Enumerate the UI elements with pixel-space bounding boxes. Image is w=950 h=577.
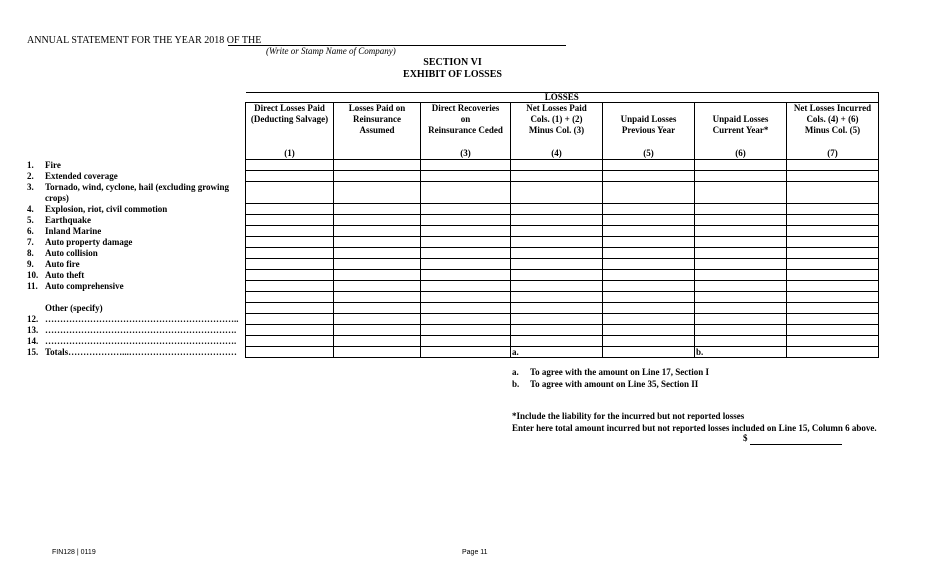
row-text: ………………………………………………………. <box>45 336 237 346</box>
table-cell[interactable] <box>695 204 787 215</box>
row-number: 14. <box>27 336 39 346</box>
row-number: 2. <box>27 171 34 181</box>
table-cell[interactable] <box>787 182 879 204</box>
table-cell[interactable] <box>421 270 511 281</box>
table-cell[interactable] <box>695 336 787 347</box>
table-cell[interactable] <box>511 270 603 281</box>
table-cell[interactable] <box>511 226 603 237</box>
table-cell[interactable] <box>246 325 334 336</box>
column-header-5 <box>603 103 695 160</box>
table-cell[interactable] <box>603 226 695 237</box>
column-number: (7) <box>827 148 838 158</box>
table-cell[interactable] <box>246 237 334 248</box>
table-cell[interactable] <box>787 171 879 182</box>
table-row <box>246 160 879 171</box>
column-header-line: Direct Recoveries <box>431 103 500 113</box>
table-row <box>246 204 879 215</box>
table-cell[interactable] <box>334 215 421 226</box>
table-cell[interactable] <box>334 204 421 215</box>
column-number: (4) <box>551 148 562 158</box>
table-cell[interactable] <box>511 314 603 325</box>
table-cell[interactable] <box>787 347 879 358</box>
table-cell[interactable] <box>421 237 511 248</box>
table-row <box>246 325 879 336</box>
table-cell[interactable] <box>246 248 334 259</box>
column-header-line: Minus Col. (5) <box>804 125 861 135</box>
column-header-line: (Deducting Salvage) <box>250 114 329 124</box>
column-number: (1) <box>284 148 295 158</box>
table-row <box>246 182 879 204</box>
exhibit-title: EXHIBIT OF LOSSES <box>403 69 502 80</box>
section-title: SECTION VI <box>423 57 482 68</box>
table-cell[interactable] <box>511 336 603 347</box>
table-row <box>246 237 879 248</box>
table-cell[interactable] <box>603 314 695 325</box>
row-text: Auto theft <box>45 270 85 280</box>
row-text: Extended coverage <box>45 171 118 181</box>
column-header-1 <box>246 103 334 160</box>
table-cell[interactable] <box>787 292 879 303</box>
table-row <box>246 281 879 292</box>
row-number: 9. <box>27 259 34 269</box>
table-cell[interactable] <box>334 314 421 325</box>
table-cell[interactable] <box>603 303 695 314</box>
row-text: Fire <box>45 160 61 170</box>
table-cell[interactable] <box>421 248 511 259</box>
table-cell[interactable] <box>511 237 603 248</box>
column-header-line: Net Losses Incurred <box>793 103 872 113</box>
table-cell[interactable] <box>334 303 421 314</box>
table-cell[interactable] <box>787 314 879 325</box>
table-cell[interactable] <box>695 259 787 270</box>
table-cell[interactable] <box>246 347 334 358</box>
table-cell[interactable] <box>421 160 511 171</box>
table-cell[interactable] <box>695 303 787 314</box>
column-header-4 <box>511 103 603 160</box>
row-number: 4. <box>27 204 34 214</box>
row-number: 13. <box>27 325 39 335</box>
table-cell[interactable] <box>334 226 421 237</box>
table-row <box>246 226 879 237</box>
table-cell[interactable] <box>787 270 879 281</box>
table-row <box>246 303 879 314</box>
row-number: 11. <box>27 281 38 291</box>
ibnr-note: *Include the liability for the incurred but not reported losses <box>512 411 745 421</box>
table-cell[interactable]: a. <box>511 347 603 358</box>
table-cell[interactable] <box>695 292 787 303</box>
table-cell[interactable] <box>246 281 334 292</box>
row-text: Tornado, wind, cyclone, hail (excluding growing <box>45 182 230 192</box>
table-cell[interactable] <box>511 281 603 292</box>
column-header-line: Losses Paid on <box>348 103 406 113</box>
table-cell[interactable] <box>603 270 695 281</box>
table-row <box>246 215 879 226</box>
table-cell[interactable] <box>787 336 879 347</box>
column-header-line: Minus Col. (3) <box>528 125 585 135</box>
table-cell[interactable] <box>334 292 421 303</box>
table-cell[interactable] <box>421 281 511 292</box>
table-cell[interactable] <box>511 182 603 204</box>
table-cell[interactable] <box>787 325 879 336</box>
table-cell[interactable] <box>421 303 511 314</box>
row-text: Earthquake <box>45 215 92 225</box>
table-cell[interactable] <box>695 182 787 204</box>
column-header-line <box>603 103 694 114</box>
column-header-line: Previous Year <box>621 125 676 135</box>
column-header-line: Reinsurance <box>353 114 401 124</box>
table-cell[interactable] <box>787 215 879 226</box>
table-cell[interactable] <box>695 171 787 182</box>
table-cell[interactable] <box>246 314 334 325</box>
row-number: 10. <box>27 270 39 280</box>
column-header-line: Current Year* <box>712 125 769 135</box>
ibnr-instruction: Enter here total amount incurred but not reported losses included on Line 15, Column 6 above. <box>512 423 877 433</box>
table-cell[interactable] <box>695 226 787 237</box>
note-a: a. To agree with the amount on Line 17, Section I <box>512 367 710 377</box>
column-header-line: Direct Losses Paid <box>254 103 325 113</box>
statement-title: ANNUAL STATEMENT FOR THE YEAR 2018 OF THE <box>27 35 262 46</box>
table-cell[interactable] <box>511 292 603 303</box>
table-cell[interactable] <box>603 160 695 171</box>
table-row <box>246 248 879 259</box>
table-cell[interactable] <box>603 292 695 303</box>
row-number: 15. <box>27 347 39 357</box>
table-cell[interactable] <box>511 303 603 314</box>
table-cell[interactable] <box>334 336 421 347</box>
note-b: b. To agree with amount on Line 35, Section II <box>512 379 699 389</box>
table-cell[interactable]: b. <box>695 347 787 358</box>
dollar-sign: $ <box>743 433 748 443</box>
table-cell[interactable] <box>334 281 421 292</box>
table-row <box>246 347 879 358</box>
table-cell[interactable] <box>603 215 695 226</box>
table-row <box>246 270 879 281</box>
row-text: Auto fire <box>45 259 80 269</box>
table-cell[interactable] <box>695 160 787 171</box>
table-cell[interactable] <box>421 347 511 358</box>
column-number: (3) <box>460 148 471 158</box>
table-cell[interactable] <box>246 182 334 204</box>
table-row <box>246 336 879 347</box>
table-cell[interactable] <box>603 204 695 215</box>
table-cell[interactable] <box>603 171 695 182</box>
table-cell[interactable] <box>511 248 603 259</box>
form-number: FIN128 | 0119 <box>52 549 96 556</box>
table-cell[interactable] <box>603 281 695 292</box>
table-row <box>246 314 879 325</box>
table-cell[interactable] <box>334 160 421 171</box>
row-text: Totals………………...……………………………… <box>45 347 237 357</box>
row-number: 7. <box>27 237 34 247</box>
row-number: 3. <box>27 182 34 192</box>
table-cell[interactable] <box>421 182 511 204</box>
column-header-line: Assumed <box>359 125 395 135</box>
table-cell[interactable] <box>787 237 879 248</box>
column-header-line: Net Losses Paid <box>526 103 587 113</box>
table-cell[interactable] <box>334 325 421 336</box>
table-cell[interactable] <box>787 303 879 314</box>
table-cell[interactable] <box>695 237 787 248</box>
row-text: Explosion, riot, civil commotion <box>45 204 168 214</box>
losses-table <box>245 92 879 358</box>
table-cell[interactable] <box>511 171 603 182</box>
table-cell[interactable] <box>787 204 879 215</box>
column-header-6 <box>695 103 787 160</box>
table-cell[interactable] <box>334 171 421 182</box>
column-header-line: Cols. (4) + (6) <box>806 114 859 124</box>
table-cell[interactable] <box>334 237 421 248</box>
table-cell[interactable] <box>695 270 787 281</box>
table-row <box>246 259 879 270</box>
table-cell[interactable] <box>511 215 603 226</box>
row-number: 1. <box>27 160 34 170</box>
column-header-2 <box>334 103 421 160</box>
table-cell[interactable] <box>246 171 334 182</box>
page-number: Page 11 <box>462 549 488 556</box>
column-header-line: Unpaid Losses <box>620 114 677 124</box>
column-header-line: Reinsurance Ceded <box>428 125 503 135</box>
ibnr-amount-field[interactable] <box>750 444 842 445</box>
table-cell[interactable] <box>334 347 421 358</box>
table-cell[interactable] <box>695 325 787 336</box>
table-cell[interactable] <box>695 281 787 292</box>
table-cell[interactable] <box>421 215 511 226</box>
table-cell[interactable] <box>421 259 511 270</box>
column-header-line: on <box>460 114 471 124</box>
table-cell[interactable] <box>787 248 879 259</box>
table-cell[interactable] <box>787 281 879 292</box>
row-text: Auto comprehensive <box>45 281 124 291</box>
column-header-3 <box>421 103 511 160</box>
table-cell[interactable] <box>603 237 695 248</box>
table-cell[interactable] <box>246 204 334 215</box>
table-cell[interactable] <box>246 270 334 281</box>
table-cell[interactable] <box>603 248 695 259</box>
table-cell[interactable] <box>511 259 603 270</box>
column-header-7 <box>787 103 879 160</box>
table-cell[interactable] <box>334 182 421 204</box>
column-header-line <box>695 103 786 114</box>
table-cell[interactable] <box>246 259 334 270</box>
table-cell[interactable] <box>246 336 334 347</box>
row-number: 8. <box>27 248 34 258</box>
table-cell[interactable] <box>246 303 334 314</box>
row-text: ………………………………………………………. <box>45 325 237 335</box>
column-number: (5) <box>643 148 654 158</box>
row-number: 12. <box>27 314 39 324</box>
table-cell[interactable] <box>246 226 334 237</box>
table-cell[interactable] <box>787 160 879 171</box>
table-cell[interactable] <box>334 270 421 281</box>
table-row <box>246 292 879 303</box>
table-cell[interactable] <box>246 292 334 303</box>
losses-group-header: LOSSES <box>246 93 879 103</box>
column-number: (6) <box>735 148 746 158</box>
table-cell[interactable] <box>421 314 511 325</box>
row-text: Other (specify) <box>45 303 103 313</box>
table-cell[interactable] <box>603 259 695 270</box>
table-cell[interactable] <box>421 204 511 215</box>
table-cell[interactable] <box>695 215 787 226</box>
table-cell[interactable] <box>603 182 695 204</box>
row-number: 6. <box>27 226 34 236</box>
table-cell[interactable] <box>787 259 879 270</box>
table-cell[interactable] <box>421 292 511 303</box>
table-cell[interactable] <box>511 160 603 171</box>
table-cell[interactable] <box>603 325 695 336</box>
table-cell[interactable] <box>603 336 695 347</box>
table-cell[interactable] <box>246 160 334 171</box>
row-text: Auto collision <box>45 248 98 258</box>
column-header-line <box>246 125 333 136</box>
table-cell[interactable] <box>334 259 421 270</box>
table-cell[interactable] <box>787 226 879 237</box>
table-cell[interactable] <box>511 204 603 215</box>
table-cell[interactable] <box>246 215 334 226</box>
table-cell[interactable] <box>695 314 787 325</box>
table-row <box>246 171 879 182</box>
table-cell[interactable] <box>695 248 787 259</box>
table-cell[interactable] <box>603 347 695 358</box>
row-text-continued: crops) <box>45 193 69 203</box>
table-cell[interactable] <box>511 325 603 336</box>
row-text: Inland Marine <box>45 226 102 236</box>
row-text: Auto property damage <box>45 237 133 247</box>
table-cell[interactable] <box>334 248 421 259</box>
table-cell[interactable] <box>421 226 511 237</box>
row-number: 5. <box>27 215 34 225</box>
row-text: ……………………………………………………….. <box>45 314 239 324</box>
table-cell[interactable] <box>421 325 511 336</box>
column-header-line: Cols. (1) + (2) <box>530 114 583 124</box>
company-hint: (Write or Stamp Name of Company) <box>266 46 396 56</box>
column-header-line: Unpaid Losses <box>712 114 769 124</box>
table-cell[interactable] <box>421 171 511 182</box>
table-cell[interactable] <box>421 336 511 347</box>
